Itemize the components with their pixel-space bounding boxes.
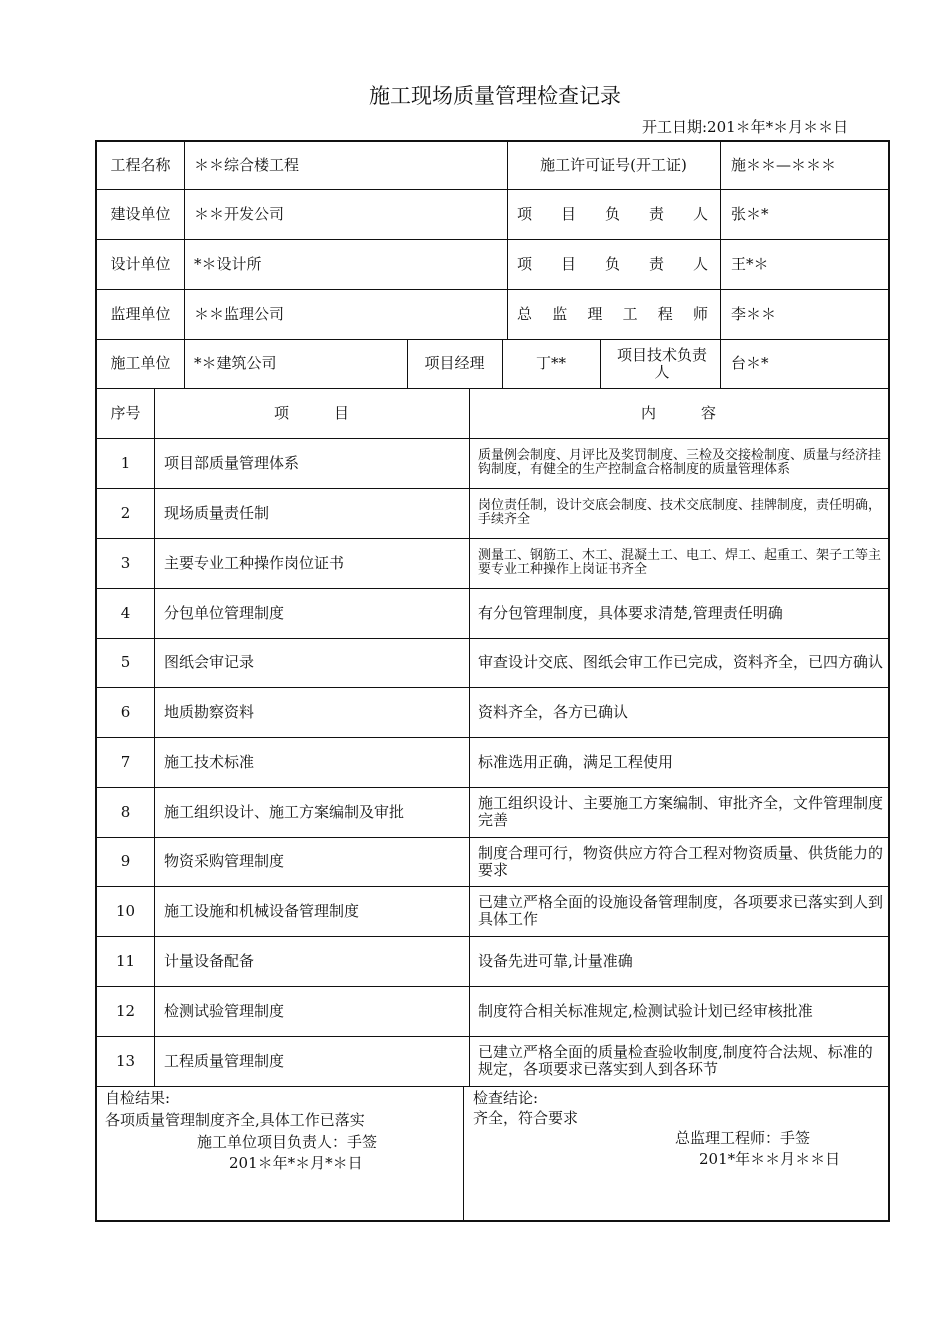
role-char: 项 <box>517 204 533 223</box>
row-item: 施工设施和机械设备管理制度 <box>164 901 360 920</box>
row-item: 现场质量责任制 <box>164 503 270 522</box>
self-check-signer: 施工单位项目负责人：手签 <box>197 1133 378 1151</box>
self-check-result: 各项质量管理制度齐全,具体工作已落实 <box>105 1111 365 1129</box>
row-no: 1 <box>120 453 131 472</box>
designer-role-label <box>507 239 720 289</box>
row-item: 分包单位管理制度 <box>164 603 285 622</box>
role-char: 监 <box>552 304 568 323</box>
project-name-label: 工程名称 <box>110 156 171 174</box>
row-no: 13 <box>115 1051 136 1070</box>
row-content: 岗位责任制，设计交底会制度、技术交底制度、挂牌制度，责任明确，手续齐全 <box>478 498 882 527</box>
row-content: 已建立严格全面的设施设备管理制度，各项要求已落实到人到具体工作 <box>478 893 884 928</box>
row-content: 质量例会制度、月评比及奖罚制度、三检及交接检制度、质量与经济挂钩制度，有健全的生产控制盒合格制度的质量管理体系 <box>478 448 882 477</box>
row-content: 资料齐全，各方已确认 <box>478 702 629 721</box>
self-check-date: 201＊年*＊月*＊日 <box>229 1154 363 1172</box>
row-content: 标准选用正确，满足工程使用 <box>478 752 674 771</box>
project-manager-label: 项目经理 <box>424 354 485 372</box>
row-item: 地质勘察资料 <box>164 702 255 721</box>
project-name-value: ＊＊综合楼工程 <box>194 156 300 174</box>
row-no: 4 <box>120 603 131 622</box>
inspection-result: 齐全，符合要求 <box>473 1109 579 1127</box>
role-char: 负 <box>604 204 620 223</box>
role-char: 工 <box>622 304 638 323</box>
row-item: 工程质量管理制度 <box>164 1051 285 1070</box>
role-char: 项 <box>517 254 533 273</box>
supervisor-role-label <box>507 289 720 339</box>
row-item: 计量设备配备 <box>164 951 255 970</box>
row-item: 施工技术标准 <box>164 752 255 771</box>
permit-value: 施＊＊—＊＊＊ <box>731 156 837 174</box>
inspection-signer: 总监理工程师：手签 <box>675 1129 811 1147</box>
supervisor-person: 李＊＊ <box>731 304 777 323</box>
row-no: 3 <box>120 553 131 572</box>
row-content: 审查设计交底、图纸会审工作已完成，资料齐全，已四方确认 <box>478 653 884 671</box>
contractor-value: *＊建筑公司 <box>194 354 277 372</box>
row-no: 5 <box>120 653 131 671</box>
designer-label: 设计单位 <box>110 254 171 273</box>
project-manager-value: 丁** <box>535 354 566 372</box>
col-header-item: 项 目 <box>273 403 349 422</box>
role-char: 负 <box>604 254 620 273</box>
permit-label: 施工许可证号(开工证) <box>540 156 687 174</box>
row-no: 7 <box>120 752 131 771</box>
inspection-record-table <box>95 140 890 1222</box>
row-no: 6 <box>120 702 131 721</box>
tech-lead-value: 台＊* <box>731 354 769 372</box>
row-content: 有分包管理制度，具体要求清楚,管理责任明确 <box>478 603 783 622</box>
role-char: 目 <box>560 254 576 273</box>
role-char: 师 <box>692 304 708 323</box>
supervisor-label: 监理单位 <box>110 304 171 323</box>
row-content: 制度符合相关标准规定,检测试验计划已经审核批准 <box>478 1001 813 1020</box>
start-date: 开工日期:201＊年*＊月＊＊日 <box>642 118 849 136</box>
tech-lead-label: 项目技术负责人 <box>616 345 707 381</box>
designer-value: *＊设计所 <box>194 254 262 273</box>
row-item: 施工组织设计、施工方案编制及审批 <box>164 802 405 821</box>
row-content: 已建立严格全面的质量检查验收制度,制度符合法规、标准的规定，各项要求已落实到人到各环节 <box>478 1043 873 1078</box>
role-char: 程 <box>657 304 673 323</box>
self-check-label: 自检结果: <box>105 1089 171 1107</box>
row-no: 8 <box>120 802 131 821</box>
role-char: 责 <box>648 204 664 223</box>
row-item: 检测试验管理制度 <box>164 1001 285 1020</box>
builder-label: 建设单位 <box>110 204 171 223</box>
row-content: 施工组织设计、主要施工方案编制、审批齐全，文件管理制度完善 <box>478 794 884 829</box>
role-char: 总 <box>517 304 533 323</box>
row-no: 12 <box>115 1001 136 1020</box>
role-char: 人 <box>692 204 708 223</box>
builder-role-label <box>507 189 720 239</box>
role-char: 人 <box>692 254 708 273</box>
row-no: 11 <box>115 951 136 970</box>
row-no: 2 <box>120 503 131 522</box>
role-char: 责 <box>648 254 664 273</box>
col-header-content: 内 容 <box>640 403 716 422</box>
inspection-date: 201*年＊＊月＊＊日 <box>699 1150 841 1168</box>
inspection-label: 检查结论: <box>473 1089 539 1107</box>
page-title: 施工现场质量管理检查记录 <box>369 84 621 108</box>
row-content: 制度合理可行，物资供应方符合工程对物资质量、供货能力的要求 <box>478 843 884 879</box>
row-content: 设备先进可靠,计量准确 <box>478 951 633 970</box>
row-item: 项目部质量管理体系 <box>164 453 300 472</box>
builder-person: 张＊* <box>731 204 769 223</box>
builder-value: ＊＊开发公司 <box>194 204 285 223</box>
row-content: 测量工、钢筋工、木工、混凝土工、电工、焊工、起重工、架子工等主要专业工种操作上岗证书齐全 <box>478 548 882 577</box>
row-no: 10 <box>115 901 136 920</box>
row-item: 图纸会审记录 <box>164 653 255 671</box>
supervisor-value: ＊＊监理公司 <box>194 304 285 323</box>
contractor-label: 施工单位 <box>110 354 171 372</box>
row-item: 物资采购管理制度 <box>164 852 285 870</box>
col-header-no: 序号 <box>110 403 141 422</box>
designer-person: 王*＊ <box>731 254 769 273</box>
role-char: 理 <box>587 304 603 323</box>
row-no: 9 <box>120 852 131 870</box>
role-char: 目 <box>560 204 576 223</box>
row-item: 主要专业工种操作岗位证书 <box>164 553 345 572</box>
